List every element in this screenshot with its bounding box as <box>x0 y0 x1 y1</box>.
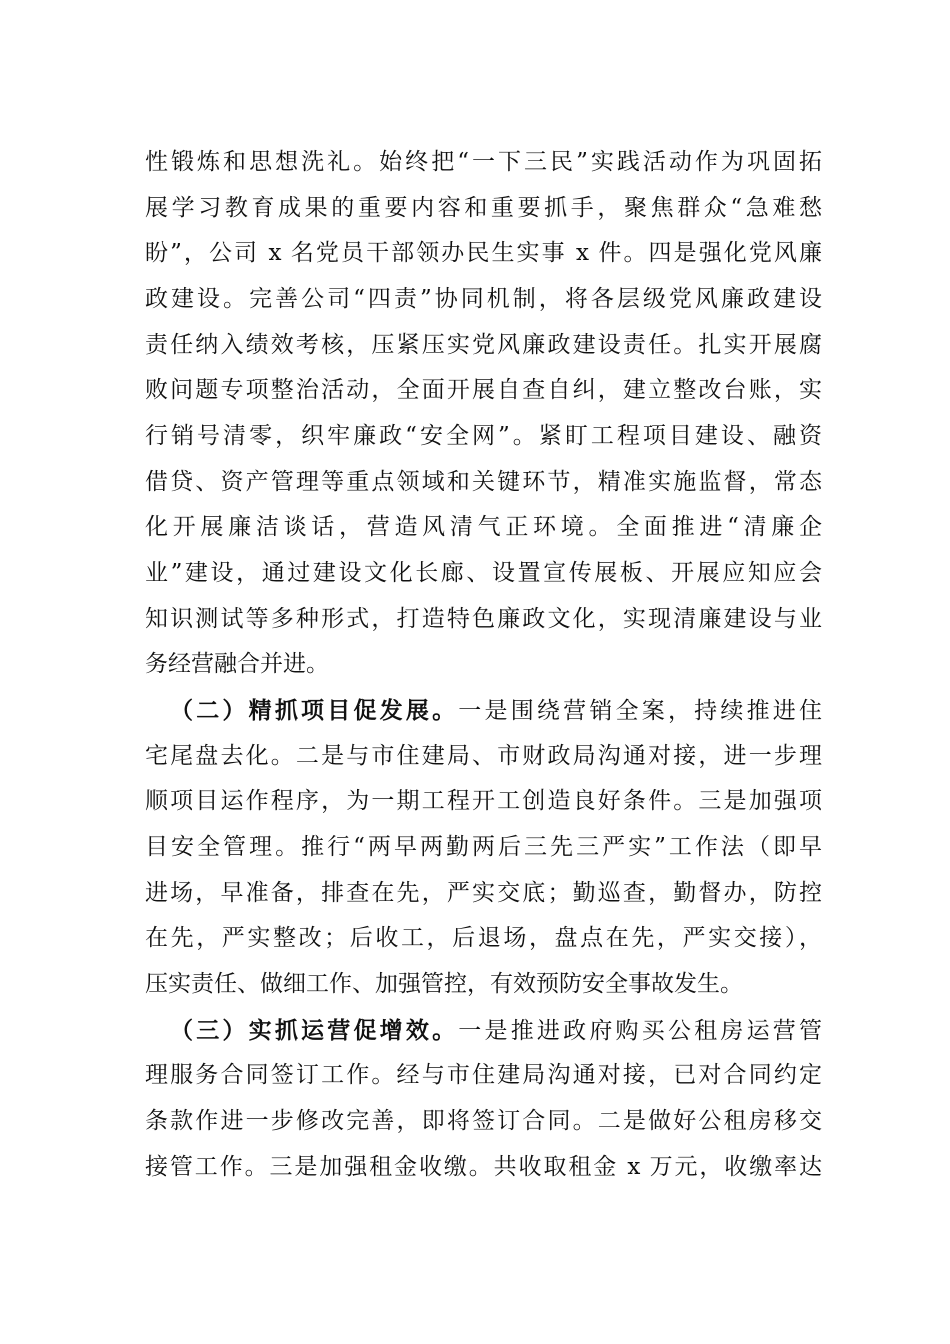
text-line <box>145 1008 822 1054</box>
text-line: 行销号清零，织牢廉政“安全网”。紧盯工程项目建设、融资 <box>145 423 822 450</box>
text-line: 目安全管理。推行“两早两勤两后三先三严实”工作法（即早 <box>145 834 822 861</box>
body-text <box>145 140 822 1190</box>
text-line: 知识测试等多种形式，打造特色廉政文化，实现清廉建设与业 <box>145 605 822 632</box>
paragraph <box>145 1008 822 1191</box>
section-heading: （二）精抓项目促发展。 <box>170 697 459 725</box>
text-line: 务经营融合并进。 <box>145 651 329 678</box>
text-line <box>145 688 822 734</box>
text-line: 进场，早准备，排查在先，严实交底；勤巡查，勤督办，防控 <box>145 879 822 906</box>
text-line: 理服务合同签订工作。经与市住建局沟通对接，已对合同约定 <box>145 1062 822 1089</box>
text-line: 顺项目运作程序，为一期工程开工创造良好条件。三是加强项 <box>145 788 822 815</box>
text-line: 接管工作。三是加强租金收缴。共收取租金 x 万元，收缴率达 <box>145 1153 822 1180</box>
text-line: 责任纳入绩效考核，压紧压实党风廉政建设责任。扎实开展腐 <box>145 331 822 358</box>
text-line: 借贷、资产管理等重点领域和关键环节，精准实施监督，常态 <box>145 468 822 495</box>
text-run: 一是围绕营销全案，持续推进住 <box>458 698 822 725</box>
paragraph <box>145 140 822 688</box>
text-line: 在先，严实整改；后收工，后退场，盘点在先，严实交接）， <box>145 925 822 952</box>
text-line: 政建设。完善公司“四责”协同机制，将各层级党风廉政建设 <box>145 286 822 313</box>
text-line: 压实责任、做细工作、加强管控，有效预防安全事故发生。 <box>145 971 743 998</box>
text-line: 展学习教育成果的重要内容和重要抓手，聚焦群众“急难愁 <box>145 194 822 221</box>
text-run: 一是推进政府购买公租房运营管 <box>458 1017 822 1044</box>
text-line: 业”建设，通过建设文化长廊、设置宣传展板、开展应知应会 <box>145 560 822 587</box>
text-line: 化开展廉洁谈话，营造风清气正环境。全面推进“清廉企 <box>145 514 822 541</box>
paragraph <box>145 688 822 1008</box>
section-heading: （三）实抓运营促增效。 <box>170 1016 459 1044</box>
text-line: 败问题专项整治活动，全面开展自查自纠，建立整改台账，实 <box>145 377 822 404</box>
text-line: 条款作进一步修改完善，即将签订合同。二是做好公租房移交 <box>145 1108 822 1135</box>
text-line: 宅尾盘去化。二是与市住建局、市财政局沟通对接，进一步理 <box>145 742 822 769</box>
text-line: 性锻炼和思想洗礼。始终把“一下三民”实践活动作为巩固拓 <box>145 149 822 175</box>
text-line: 盼”，公司 x 名党员干部领办民生实事 x 件。四是强化党风廉 <box>145 240 822 267</box>
